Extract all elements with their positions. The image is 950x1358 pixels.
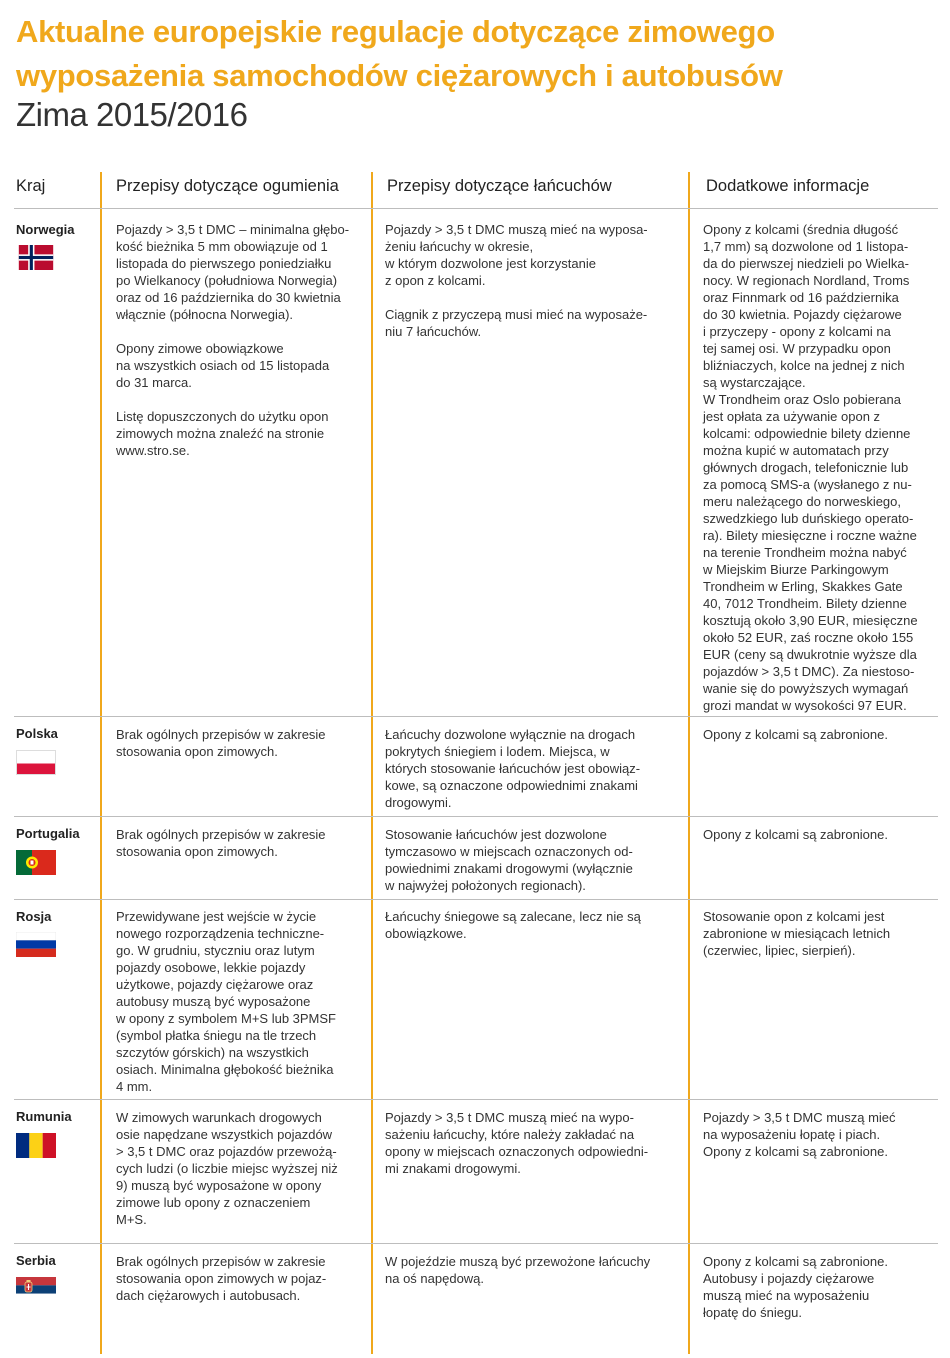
column-divider	[371, 172, 373, 1354]
info-cell: Pojazdy > 3,5 t DMC muszą mieć na wyposażeniu łopatę i piach. Opony z kolcami są zabronione.	[703, 1110, 896, 1159]
header-info: Dodatkowe informacje	[706, 177, 870, 195]
tires-cell: Brak ogólnych przepisów w zakresie stosowania opon zimowych w pojaz- dach ciężarowych i autobusach.	[116, 1254, 327, 1303]
header-country: Kraj	[16, 177, 46, 195]
header-chains: Przepisy dotyczące łańcuchów	[387, 177, 612, 195]
page-subtitle: Zima 2015/2016	[16, 96, 248, 133]
row-divider	[14, 816, 938, 817]
chains-cell: Pojazdy > 3,5 t DMC muszą mieć na wypo- sażeniu łańcuchy, które należy zakładać na opony w miejscach oznaczonych odpowiedni- mi znakami drogowymi.	[385, 1110, 649, 1176]
tires-cell: Przewidywane jest wejście w życie nowego rozporządzenia techniczne- go. W grudniu, styczniu oraz lutym pojazdy osobowe, lekkie pojazdy użytkowe, pojazdy ciężarowe oraz autobusy muszą być wyposażone w opony z symbolem M+S lub 3PMSF (symbol płatka śniegu na tle trzech szczytów górskich) na wszystkich osiach. Minimalna głębokość bieżnika 4 mm.	[116, 909, 336, 1094]
header-tires: Przepisy dotyczące ogumienia	[116, 177, 339, 195]
chains-cell: Łańcuchy dozwolone wyłącznie na drogach pokrytych śniegiem i lodem. Miejsca, w których stosowanie łańcuchów jest obowiąz- kowe, są oznaczone odpowiednimi znakami drogowymi.	[385, 727, 641, 810]
info-cell: Stosowanie opon z kolcami jest zabronione w miesiącach letnich (czerwiec, lipiec, sierpień).	[703, 909, 891, 958]
country-name: Portugalia	[16, 826, 80, 841]
portugal-flag-icon	[16, 850, 56, 875]
chains-cell: Łańcuchy śniegowe są zalecane, lecz nie są obowiązkowe.	[385, 909, 641, 941]
country-name: Polska	[16, 726, 58, 741]
tires-cell: Brak ogólnych przepisów w zakresie stosowania opon zimowych.	[116, 827, 326, 859]
row-divider	[14, 899, 938, 900]
tires-cell: W zimowych warunkach drogowych osie napędzane wszystkich pojazdów > 3,5 t DMC oraz pojazdów przewożą- cych ludzi (o liczbie miejsc wyższej niż 9) muszą być wyposażone w opony zimowe lub opony z oznaczeniem M+S.	[116, 1110, 338, 1227]
poland-flag-icon	[16, 750, 56, 775]
country-name: Rumunia	[16, 1109, 72, 1124]
chains-cell: Pojazdy > 3,5 t DMC muszą mieć na wyposa- żeniu łańcuchy w okresie, w którym dozwolone jest korzystanie z opon z kolcami. Ciągnik z przyczepą musi mieć na wyposaże- niu 7 łańcuchów.	[385, 222, 648, 339]
info-cell: Opony z kolcami są zabronione.	[703, 727, 888, 742]
info-cell: Opony z kolcami (średnia długość 1,7 mm) są dozwolone od 1 listopa- da do pierwszej niedzieli po Wielka- nocy. W regionach Nordland, Troms oraz Finnmark od 16 października do 30 kwietnia. Pojazdy ciężarowe i przyczepy - opony z kolcami na tej samej osi. W przypadku opon bliźniaczych, kolce na jednej z nich są wystarczające. W Trondheim oraz Oslo pobierana jest opłata za używanie opon z kolcami: odpowiednie bilety dzienne można kupić w automatach przy głównych drogach, telefonicznie lub za pomocą SMS-a (wysłanego z nu- meru należącego do norweskiego, szwedzkiego lub duńskiego operato- ra). Bilety miesięczne i roczne ważne na terenie Trondheim można nabyć w Miejskim Biurze Parkingowym Trondheim w Erling, Skakkes Gate 40, 7012 Trondheim. Bilety dzienne kosztują około 3,90 EUR, miesięczne około 52 EUR, zaś roczne około 155 EUR (ceny są dwukrotnie wyższe dla pojazdów > 3,5 t DMC). Za niestoso- wanie się do powyższych wymagań grozi mandat w wysokości 97 EUR.	[703, 222, 918, 713]
tires-cell: Brak ogólnych przepisów w zakresie stosowania opon zimowych.	[116, 727, 326, 759]
country-name: Serbia	[16, 1253, 56, 1268]
tires-cell: Pojazdy > 3,5 t DMC – minimalna głębo- kość bieżnika 5 mm obowiązuje od 1 listopada do pierwszego poniedziałku po Wielkanocy (południowa Norwegia) oraz od 16 października do 30 kwietnia włącznie (północna Norwegia). Opony zimowe obowiązkowe na wszystkich osiach od 15 listopada do 31 marca. Listę dopuszczonych do użytku opon zimowych można znaleźć na stronie www.stro.se.	[116, 222, 350, 458]
info-cell: Opony z kolcami są zabronione. Autobusy i pojazdy ciężarowe muszą mieć na wyposażeniu łopatę do śniegu.	[703, 1254, 888, 1320]
romania-flag-icon	[16, 1133, 56, 1158]
russia-flag-icon	[16, 932, 56, 957]
info-cell: Opony z kolcami są zabronione.	[703, 827, 888, 842]
row-divider	[14, 1243, 938, 1244]
row-divider	[14, 716, 938, 717]
country-name: Norwegia	[16, 222, 75, 237]
norway-flag-icon	[16, 245, 56, 270]
chains-cell: W pojeździe muszą być przewożone łańcuchy na oś napędową.	[385, 1254, 651, 1286]
row-divider	[14, 1099, 938, 1100]
column-divider	[100, 172, 102, 1354]
country-name: Rosja	[16, 909, 52, 924]
serbia-flag-icon	[16, 1277, 56, 1302]
page-title: Aktualne europejskie regulacje dotyczące zimowego wyposażenia samochodów ciężarowych i autobusów	[16, 14, 783, 93]
row-divider	[14, 208, 938, 209]
column-divider	[688, 172, 690, 1354]
chains-cell: Stosowanie łańcuchów jest dozwolone tymczasowo w miejscach oznaczonych od- powiednimi znakami drogowymi (wyłącznie w najwyżej położonych regionach).	[385, 827, 633, 893]
